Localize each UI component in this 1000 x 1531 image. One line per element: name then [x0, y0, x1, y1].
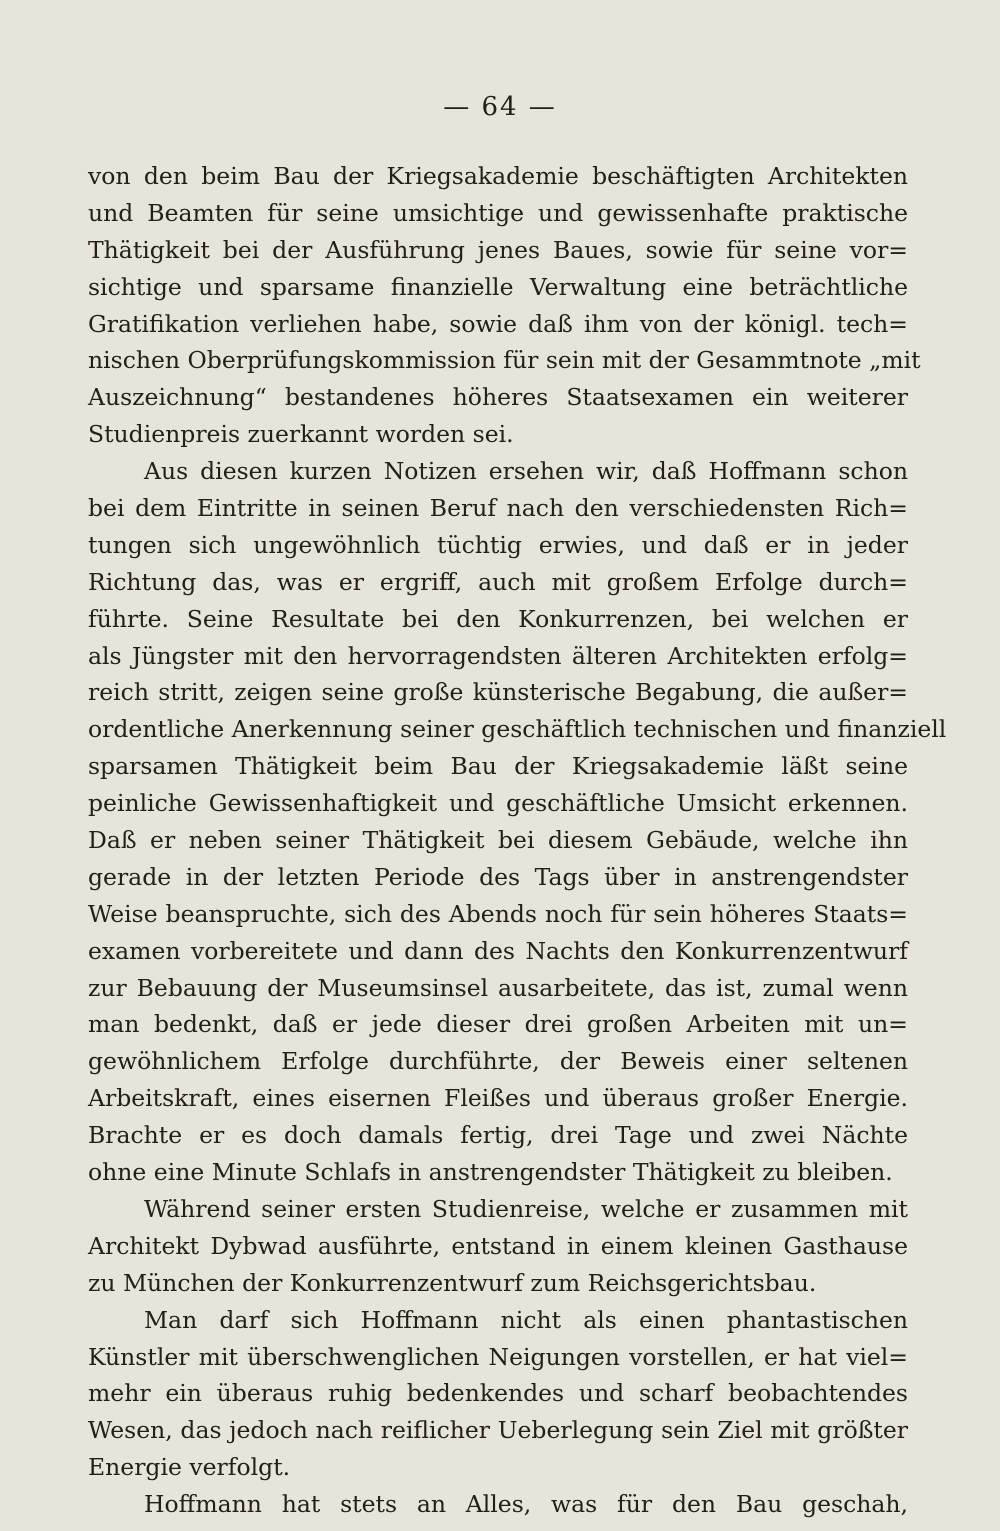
- text-line: Gratifikation verliehen habe, sowie daß ihm von der königl. tech=: [88, 309, 908, 338]
- text-line: Während seiner ersten Studienreise, welche er zusammen mit: [144, 1194, 908, 1223]
- text-line: sparsamen Thätigkeit beim Bau der Kriegsakademie läßt seine: [88, 752, 908, 781]
- text-line: Architekt Dybwad ausführte, entstand in einem kleinen Gasthause: [88, 1231, 908, 1260]
- text-line: Richtung das, was er ergriff, auch mit großem Erfolge durch=: [88, 567, 908, 596]
- text-line: man bedenkt, daß er jede dieser drei großen Arbeiten mit un=: [88, 1010, 908, 1039]
- text-line: als Jüngster mit den hervorragendsten älteren Architekten erfolg=: [88, 641, 908, 670]
- text-line: gerade in der letzten Periode des Tags über in anstrengendster: [88, 862, 908, 891]
- text-line: sichtige und sparsame finanzielle Verwaltung eine beträchtliche: [88, 272, 908, 301]
- text-line: zu München der Konkurrenzentwurf zum Reichsgerichtsbau.: [88, 1268, 817, 1297]
- text-line: ordentliche Anerkennung seiner geschäftlich technischen und finanziell: [88, 715, 947, 744]
- text-body: [88, 158, 947, 1523]
- text-line: tungen sich ungewöhnlich tüchtig erwies, und daß er in jeder: [88, 530, 908, 559]
- text-line: bei dem Eintritte in seinen Beruf nach den verschiedensten Rich=: [88, 494, 908, 523]
- text-line: führte. Seine Resultate bei den Konkurrenzen, bei welchen er: [88, 604, 908, 633]
- text-line: peinliche Gewissenhaftigkeit und geschäftliche Umsicht erkennen.: [88, 789, 908, 818]
- text-line: Künstler mit überschwenglichen Neigungen vorstellen, er hat viel=: [88, 1342, 908, 1371]
- text-line: nischen Oberprüfungskommission für sein mit der Gesammtnote „mit: [88, 346, 921, 375]
- text-line: Energie verfolgt.: [88, 1453, 291, 1482]
- text-line: reich stritt, zeigen seine große künsterische Begabung, die außer=: [88, 678, 908, 707]
- text-line: zur Bebauung der Museumsinsel ausarbeitete, das ist, zumal wenn: [88, 973, 908, 1002]
- text-line: Studienpreis zuerkannt worden sei.: [88, 420, 514, 449]
- text-line: Arbeitskraft, eines eisernen Fleißes und überaus großer Energie.: [88, 1084, 908, 1113]
- page-number: — 64 —: [443, 92, 557, 122]
- text-line: Man darf sich Hoffmann nicht als einen phantastischen: [144, 1305, 908, 1334]
- text-line: Wesen, das jedoch nach reiflicher Ueberlegung sein Ziel mit größter: [88, 1416, 908, 1445]
- text-line: mehr ein überaus ruhig bedenkendes und scharf beobachtendes: [88, 1379, 908, 1408]
- text-line: examen vorbereitete und dann des Nachts den Konkurrenzentwurf: [88, 936, 908, 965]
- text-line: Hoffmann hat stets an Alles, was für den Bau geschah,: [144, 1490, 908, 1519]
- text-line: von den beim Bau der Kriegsakademie beschäftigten Architekten: [88, 162, 908, 190]
- text-line: Aus diesen kurzen Notizen ersehen wir, daß Hoffmann schon: [144, 457, 908, 486]
- text-line: Auszeichnung“ bestandenes höheres Staatsexamen ein weiterer: [88, 383, 908, 412]
- text-line: Brachte er es doch damals fertig, drei Tage und zwei Nächte: [88, 1121, 908, 1150]
- text-line: Weise beanspruchte, sich des Abends noch für sein höheres Staats=: [88, 899, 908, 928]
- text-line: Thätigkeit bei der Ausführung jenes Baues, sowie für seine vor=: [88, 235, 908, 264]
- text-line: und Beamten für seine umsichtige und gewissenhafte praktische: [88, 198, 908, 227]
- text-line: gewöhnlichem Erfolge durchführte, der Beweis einer seltenen: [88, 1047, 908, 1076]
- text-line: ohne eine Minute Schlafs in anstrengendster Thätigkeit zu bleiben.: [88, 1158, 893, 1187]
- text-line: Daß er neben seiner Thätigkeit bei diesem Gebäude, welche ihn: [88, 826, 908, 855]
